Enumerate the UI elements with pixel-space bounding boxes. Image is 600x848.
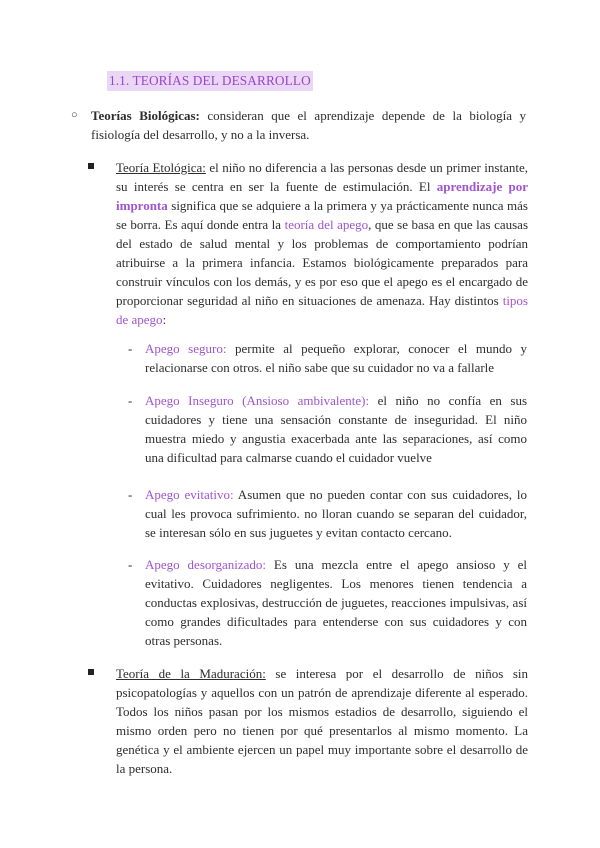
term-apego-inseguro: Apego Inseguro (Ansioso ambivalente): <box>145 393 370 408</box>
dash-bullet: - <box>128 393 133 408</box>
definition-text: permite al pequeño explorar, conocer el mundo y relacionarse con otros. el niño sabe que su cuidador no va a fallarle <box>145 341 527 375</box>
dash-bullet: - <box>128 487 133 502</box>
term-apego-evitativo: Apego evitativo: <box>145 487 234 502</box>
term-apego-desorganizado: Apego desorganizado: <box>145 557 267 572</box>
term-teoria-maduracion: Teoría de la Maduración: <box>116 666 266 681</box>
term-apego-seguro: Apego seguro: <box>145 341 227 356</box>
square-bullet-icon <box>88 669 94 675</box>
keyword-teoria-del-apego: teoría del apego <box>284 217 369 232</box>
list-item-apego-desorganizado <box>128 555 528 650</box>
term-teorias-biologicas: Teorías Biológicas: <box>91 108 200 123</box>
definition-text: consideran que el aprendizaje depende de la biología y fisiología del desarrollo, y no a la inversa. <box>91 108 526 142</box>
list-item-apego-seguro <box>128 339 527 377</box>
square-bullet-icon <box>88 163 94 169</box>
paragraph-text: : <box>162 312 167 327</box>
dash-bullet: - <box>128 557 133 572</box>
keyword-aprendizaje-por-impronta: aprendizaje por impronta <box>116 179 528 213</box>
paragraph-text: se interesa por el desarrollo de niños sin psicopatologías y aquellos con un patrón de aprendizaje diferente al esperado. Todos los niños pasan por los mismos estadios de desarrollo, siguiendo el mismo orden pero no tienen por qué presentarlos al mismo momento. La genética y el ambiente ejercen un papel muy importante sobre el desarrollo de la persona. <box>116 666 528 776</box>
list-item-teoria-etologica <box>116 158 528 329</box>
term-teoria-etologica: Teoría Etológica: <box>116 160 206 175</box>
list-item-teoria-maduracion <box>116 664 528 778</box>
list-item-teorias-biologicas <box>71 106 526 144</box>
dash-bullet: - <box>128 341 133 356</box>
keyword-tipos-de-apego: tipos de apego <box>116 293 528 327</box>
paragraph-text: el niño no diferencia a las personas desde un primer instante, su interés se centra en ser la fuente de estimulación. El <box>116 160 528 194</box>
list-item-apego-inseguro <box>128 391 527 467</box>
section-heading: 1.1. TEORÍAS DEL DESARROLLO <box>107 71 313 91</box>
definition-text: Asumen que no pueden contar con sus cuidadores, lo cual les provoca sufrimiento. no lloran cuando se separan del cuidador, se interesan sólo en sus juguetes y evitan contacto cercano. <box>145 487 527 540</box>
hollow-circle-bullet-icon: ○ <box>71 109 78 121</box>
paragraph-text: , que se basa en que las causas del estado de salud mental y los problemas de comportamiento podrían atribuirse a la primera infancia. Estamos biológicamente preparados para construir vínculos con los demás, y es por eso que el apego es el encargado de proporcionar seguridad al niño en situaciones de amenaza. Hay distintos <box>116 217 529 308</box>
paragraph-text: significa que se adquiere a la primera y ya prácticamente nunca más se borra. Es aquí donde entra la <box>116 198 528 232</box>
definition-text: Es una mezcla entre el apego ansioso y el evitativo. Cuidadores negligentes. Los menores tienen tendencia a conductas explosivas, destrucción de juguetes, reacciones impulsivas, así como grandes dificultades para entenderse con sus cuidadores y con otras personas. <box>145 557 528 648</box>
definition-text: el niño no confía en sus cuidadores y tiene una sensación constante de inseguridad. El niño muestra miedo y angustia exacerbada ante las separaciones, así como una dificultad para calmarse cuando el cuidador vuelve <box>145 393 527 465</box>
list-item-apego-evitativo <box>128 485 527 542</box>
